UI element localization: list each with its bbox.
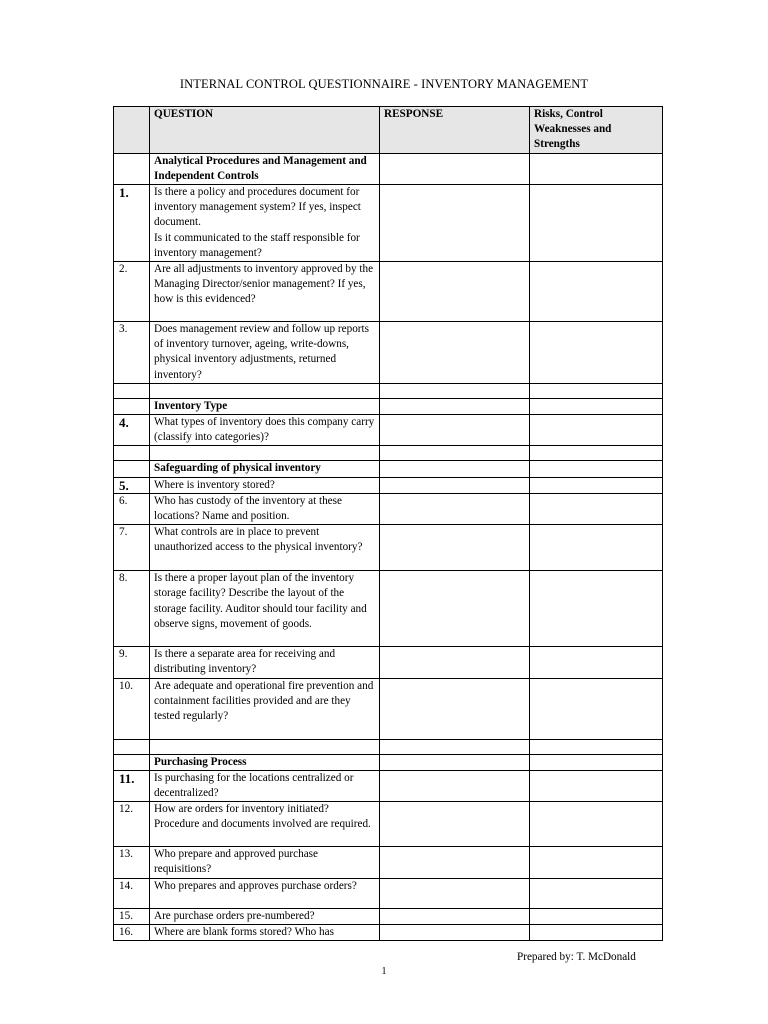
risks-cell[interactable] [530, 739, 663, 754]
question-text: Who prepares and approves purchase orders? [150, 878, 380, 908]
risks-cell[interactable] [530, 262, 663, 322]
row-number-cell [114, 754, 150, 770]
response-cell[interactable] [380, 477, 530, 493]
table-header-row [114, 107, 663, 154]
response-cell[interactable] [380, 571, 530, 647]
response-cell[interactable] [380, 908, 530, 924]
question-number: 4. [114, 415, 150, 446]
risks-cell[interactable] [530, 802, 663, 847]
response-cell[interactable] [380, 398, 530, 414]
question-text: Is there a policy and procedures document for inventory management system? If yes, inspect document. Is it communicated to the staff responsible for inventory management? [150, 185, 380, 262]
risks-cell[interactable] [530, 383, 663, 398]
risks-cell[interactable] [530, 398, 663, 414]
question-text: Who has custody of the inventory at these locations? Name and position. [150, 493, 380, 524]
response-cell[interactable] [380, 493, 530, 524]
risks-cell[interactable] [530, 415, 663, 446]
question-number: 14. [114, 878, 150, 908]
response-cell[interactable] [380, 525, 530, 571]
question-row [114, 802, 663, 847]
response-cell[interactable] [380, 262, 530, 322]
row-number-cell [114, 446, 150, 461]
section-heading: Safeguarding of physical inventory [150, 461, 380, 477]
question-number: 5. [114, 477, 150, 493]
risks-cell[interactable] [530, 924, 663, 940]
risks-cell[interactable] [530, 754, 663, 770]
question-row [114, 770, 663, 801]
question-row [114, 678, 663, 739]
question-text: Are purchase orders pre-numbered? [150, 908, 380, 924]
question-text: Who prepare and approved purchase requisitions? [150, 847, 380, 878]
response-cell[interactable] [380, 847, 530, 878]
table-body [114, 153, 663, 940]
response-cell[interactable] [380, 415, 530, 446]
risks-cell[interactable] [530, 493, 663, 524]
section-heading: Purchasing Process [150, 754, 380, 770]
risks-cell[interactable] [530, 878, 663, 908]
question-number: 1. [114, 185, 150, 262]
document-title: INTERNAL CONTROL QUESTIONNAIRE - INVENTORY MANAGEMENT [179, 77, 589, 91]
header-number [114, 107, 150, 154]
risks-cell[interactable] [530, 185, 663, 262]
risks-cell[interactable] [530, 477, 663, 493]
question-row [114, 415, 663, 446]
row-number-cell [114, 153, 150, 184]
section-row [114, 754, 663, 770]
question-number: 16. [114, 924, 150, 940]
prepared-by: Prepared by: T. McDonald [517, 951, 636, 963]
header-risks: Risks, Control Weaknesses and Strengths [530, 107, 663, 154]
response-cell[interactable] [380, 878, 530, 908]
question-text: Is there a proper layout plan of the inventory storage facility? Describe the layout of the storage facility. Auditor should tour facility and observe signs, movement of goods. [150, 571, 380, 647]
section-row [114, 153, 663, 184]
blank-row [114, 446, 663, 461]
question-number: 7. [114, 525, 150, 571]
response-cell[interactable] [380, 185, 530, 262]
question-number: 10. [114, 678, 150, 739]
question-text: What controls are in place to prevent unauthorized access to the physical inventory? [150, 525, 380, 571]
question-row [114, 847, 663, 878]
question-row [114, 262, 663, 322]
response-cell[interactable] [380, 647, 530, 678]
question-row [114, 571, 663, 647]
row-number-cell [114, 383, 150, 398]
question-number: 3. [114, 322, 150, 384]
question-text: Where are blank forms stored? Who has [150, 924, 380, 940]
risks-cell[interactable] [530, 446, 663, 461]
section-row [114, 398, 663, 414]
question-row [114, 908, 663, 924]
question-text [150, 739, 380, 754]
risks-cell[interactable] [530, 770, 663, 801]
question-number: 15. [114, 908, 150, 924]
header-question: QUESTION [150, 107, 380, 154]
question-row [114, 322, 663, 384]
risks-cell[interactable] [530, 678, 663, 739]
page-number: 1 [381, 966, 387, 977]
question-row [114, 924, 663, 940]
response-cell[interactable] [380, 322, 530, 384]
question-number: 8. [114, 571, 150, 647]
response-cell[interactable] [380, 754, 530, 770]
question-number: 11. [114, 770, 150, 801]
section-heading: Analytical Procedures and Management and Independent Controls [150, 153, 380, 184]
questionnaire-table [113, 106, 663, 941]
response-cell[interactable] [380, 770, 530, 801]
question-text [150, 383, 380, 398]
question-text: Are all adjustments to inventory approved by the Managing Director/senior management? If yes, how is this evidenced? [150, 262, 380, 322]
row-number-cell [114, 739, 150, 754]
question-row [114, 493, 663, 524]
response-cell[interactable] [380, 924, 530, 940]
response-cell[interactable] [380, 153, 530, 184]
question-row [114, 477, 663, 493]
row-number-cell [114, 461, 150, 477]
response-cell[interactable] [380, 739, 530, 754]
response-cell[interactable] [380, 802, 530, 847]
risks-cell[interactable] [530, 525, 663, 571]
header-response: RESPONSE [380, 107, 530, 154]
section-heading: Inventory Type [150, 398, 380, 414]
question-text: Are adequate and operational fire prevention and containment facilities provided and are they tested regularly? [150, 678, 380, 739]
risks-cell[interactable] [530, 153, 663, 184]
blank-row [114, 739, 663, 754]
question-text: What types of inventory does this company carry (classify into categories)? [150, 415, 380, 446]
risks-cell[interactable] [530, 322, 663, 384]
question-number: 2. [114, 262, 150, 322]
section-row [114, 461, 663, 477]
response-cell[interactable] [380, 461, 530, 477]
question-row [114, 647, 663, 678]
question-text: How are orders for inventory initiated? Procedure and documents involved are required. [150, 802, 380, 847]
question-number: 6. [114, 493, 150, 524]
risks-cell[interactable] [530, 647, 663, 678]
risks-cell[interactable] [530, 571, 663, 647]
question-text: Is there a separate area for receiving and distributing inventory? [150, 647, 380, 678]
question-row [114, 525, 663, 571]
question-row [114, 878, 663, 908]
question-number: 13. [114, 847, 150, 878]
question-text: Where is inventory stored? [150, 477, 380, 493]
blank-row [114, 383, 663, 398]
response-cell[interactable] [380, 446, 530, 461]
risks-cell[interactable] [530, 461, 663, 477]
question-number: 9. [114, 647, 150, 678]
question-text [150, 446, 380, 461]
row-number-cell [114, 398, 150, 414]
response-cell[interactable] [380, 678, 530, 739]
question-text: Is purchasing for the locations centralized or decentralized? [150, 770, 380, 801]
response-cell[interactable] [380, 383, 530, 398]
risks-cell[interactable] [530, 908, 663, 924]
risks-cell[interactable] [530, 847, 663, 878]
question-row [114, 185, 663, 262]
question-text: Does management review and follow up reports of inventory turnover, ageing, write-downs, physical inventory adjustments, returned inventory? [150, 322, 380, 384]
question-number: 12. [114, 802, 150, 847]
